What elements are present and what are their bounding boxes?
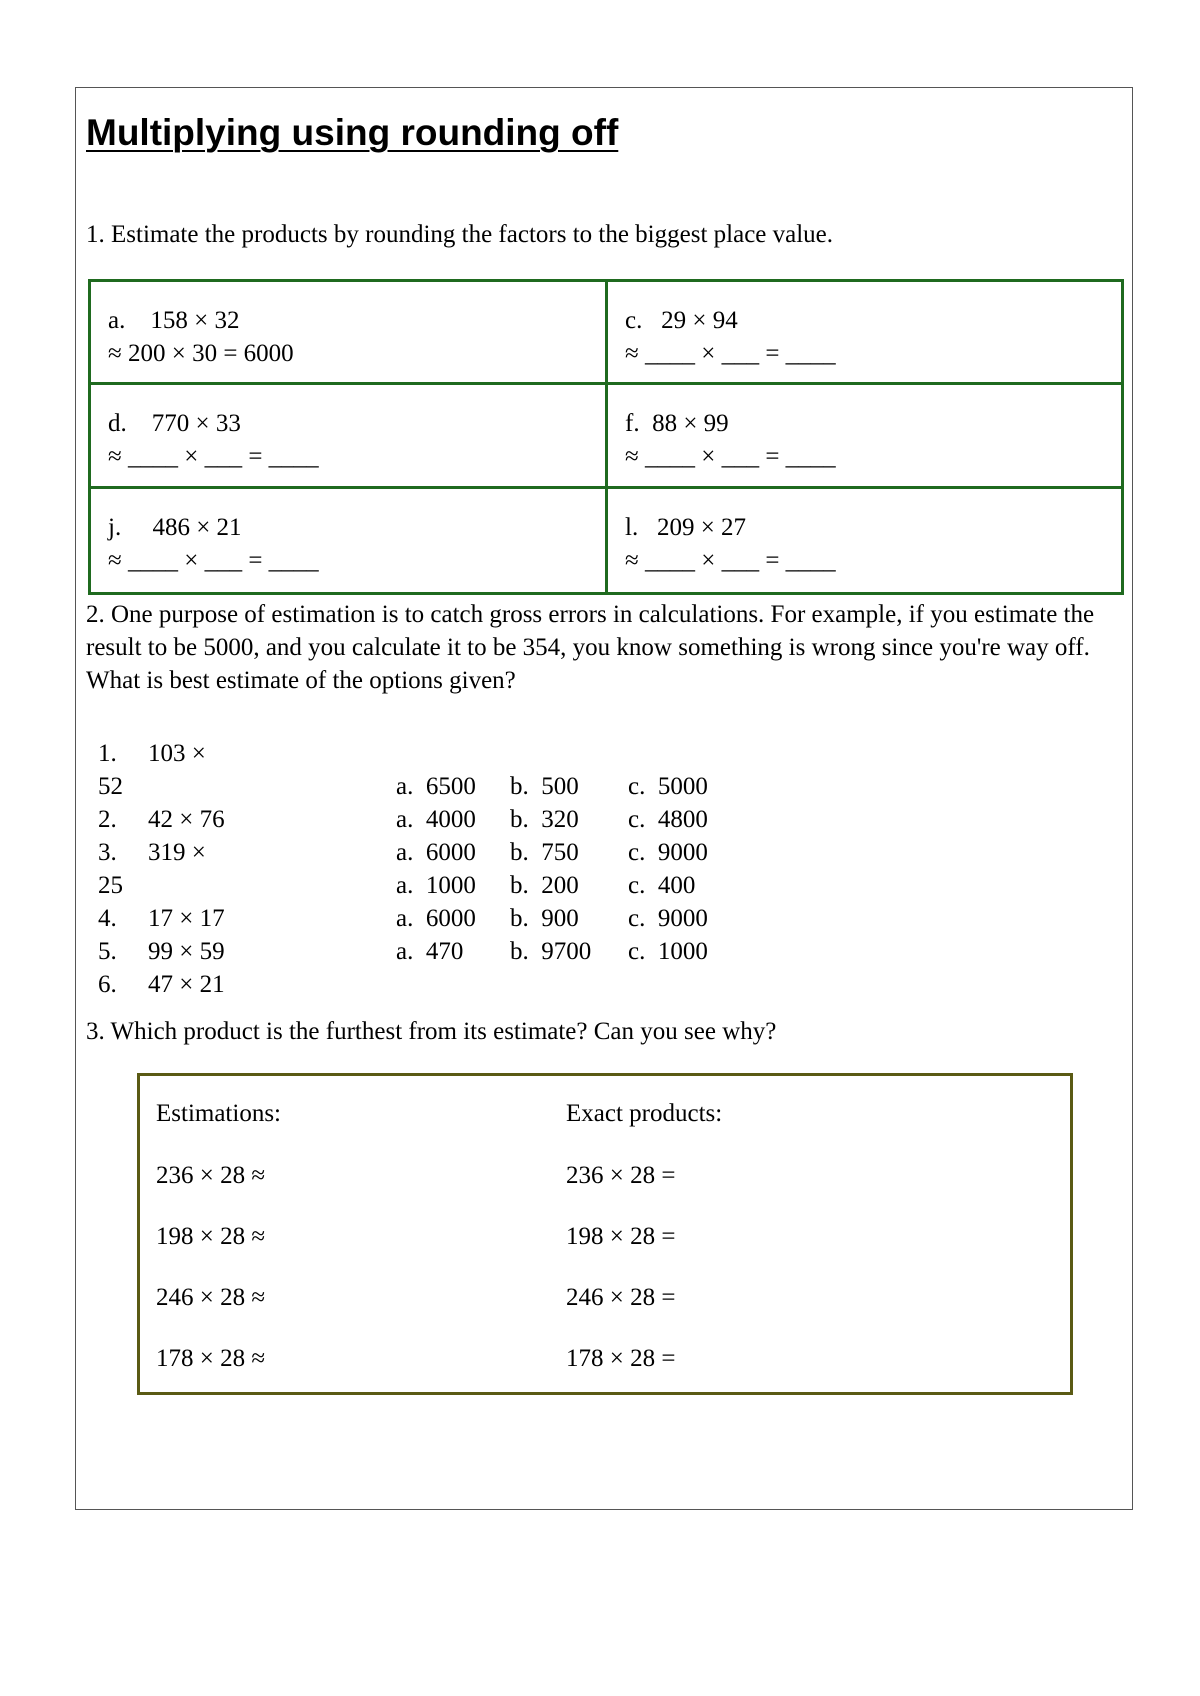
q1-estimate-blank: ≈ ____ × ___ = ____ bbox=[625, 546, 836, 574]
q2-option-c: c. 9000 bbox=[628, 905, 708, 932]
q2-problem-3 bbox=[98, 836, 258, 869]
exact-row: 198 × 28 = bbox=[566, 1223, 676, 1250]
q1-problem: j. 486 × 21 bbox=[108, 513, 242, 541]
q2-option-a: a. 6000 bbox=[396, 839, 476, 866]
q1-problem: f. 88 × 99 bbox=[625, 410, 729, 438]
q1-problem: c. 29 × 94 bbox=[625, 307, 738, 334]
exact-row: 236 × 28 = bbox=[566, 1162, 676, 1189]
q2-option-a: a. 6000 bbox=[396, 905, 476, 932]
estimation-row: 178 × 28 ≈ bbox=[156, 1345, 266, 1372]
q2-problem-expr: 99 × 59 bbox=[148, 938, 225, 965]
exact-row: 178 × 28 = bbox=[566, 1345, 676, 1372]
q2-option-b: b. 900 bbox=[510, 905, 579, 932]
exact-products-header: Exact products: bbox=[566, 1100, 723, 1127]
q2-option-b: b. 750 bbox=[510, 839, 579, 866]
question-3-box bbox=[137, 1073, 1073, 1395]
q2-problem-1-wrap: 52 bbox=[98, 773, 123, 800]
q2-problem-number: 1. bbox=[98, 740, 117, 767]
q1-problem: a. 158 × 32 bbox=[108, 307, 240, 334]
q1-cell-f bbox=[608, 385, 1121, 488]
q2-option-b: b. 500 bbox=[510, 773, 579, 800]
q1-cell-d bbox=[91, 385, 608, 488]
q2-problem-6 bbox=[98, 968, 258, 1001]
exact-row: 246 × 28 = bbox=[566, 1284, 676, 1311]
estimations-header: Estimations: bbox=[156, 1100, 281, 1127]
q1-estimate-blank: ≈ ____ × ___ = ____ bbox=[625, 340, 836, 367]
q1-estimate-blank: ≈ ____ × ___ = ____ bbox=[625, 443, 836, 471]
q2-problem-1 bbox=[98, 737, 258, 770]
question-1-text: 1. Estimate the products by rounding the factors to the biggest place value. bbox=[86, 221, 834, 248]
q2-option-b: b. 9700 bbox=[510, 938, 592, 965]
q2-problem-2 bbox=[98, 803, 258, 836]
q2-problem-number: 5. bbox=[98, 938, 117, 965]
q1-cell-j bbox=[91, 489, 608, 592]
q2-option-c: c. 5000 bbox=[628, 773, 708, 800]
q1-estimate: ≈ 200 × 30 = 6000 bbox=[108, 340, 294, 367]
q2-problem-expr: 319 × bbox=[148, 839, 206, 866]
q2-option-c: c. 1000 bbox=[628, 938, 708, 965]
q2-problem-4 bbox=[98, 902, 258, 935]
q2-problem-expr: 42 × 76 bbox=[148, 806, 225, 833]
q1-cell-c bbox=[608, 282, 1121, 385]
q1-estimate-blank: ≈ ____ × ___ = ____ bbox=[108, 443, 319, 471]
estimation-row: 198 × 28 ≈ bbox=[156, 1223, 266, 1250]
q2-option-c: c. 4800 bbox=[628, 806, 708, 833]
q2-problem-3-wrap: 25 bbox=[98, 872, 123, 899]
q2-option-c: c. 9000 bbox=[628, 839, 708, 866]
q1-problem: d. 770 × 33 bbox=[108, 410, 241, 438]
q2-problem-number: 6. bbox=[98, 971, 117, 998]
q2-problem-5 bbox=[98, 935, 258, 968]
q1-cell-a bbox=[91, 282, 608, 385]
q2-problem-number: 2. bbox=[98, 806, 117, 833]
q2-option-b: b. 200 bbox=[510, 872, 579, 899]
q1-estimate-blank: ≈ ____ × ___ = ____ bbox=[108, 546, 319, 574]
q2-option-a: a. 4000 bbox=[396, 806, 476, 833]
q2-problem-expr: 103 × bbox=[148, 740, 206, 767]
q2-option-c: c. 400 bbox=[628, 872, 696, 899]
q1-cell-l bbox=[608, 489, 1121, 592]
q2-option-a: a. 470 bbox=[396, 938, 464, 965]
question-1-grid bbox=[88, 279, 1124, 595]
q2-option-a: a. 6500 bbox=[396, 773, 476, 800]
q2-problem-expr: 47 × 21 bbox=[148, 971, 225, 998]
q2-option-b: b. 320 bbox=[510, 806, 579, 833]
question-2-text: 2. One purpose of estimation is to catch gross errors in calculations. For example, if you estimate the result to be 5000, and you calculate it to be 354, you know something is wrong since you're way off. What is best estimate of the options given? bbox=[86, 601, 1095, 694]
q2-problem-number: 3. bbox=[98, 839, 117, 866]
estimation-row: 246 × 28 ≈ bbox=[156, 1284, 266, 1311]
question-3-text: 3. Which product is the furthest from its estimate? Can you see why? bbox=[86, 1018, 777, 1045]
q2-problem-expr: 17 × 17 bbox=[148, 905, 225, 932]
worksheet-title: Multiplying using rounding off bbox=[86, 112, 619, 153]
q2-problem-number: 4. bbox=[98, 905, 117, 932]
q1-problem: l. 209 × 27 bbox=[625, 513, 747, 541]
estimation-row: 236 × 28 ≈ bbox=[156, 1162, 266, 1189]
q2-option-a: a. 1000 bbox=[396, 872, 476, 899]
